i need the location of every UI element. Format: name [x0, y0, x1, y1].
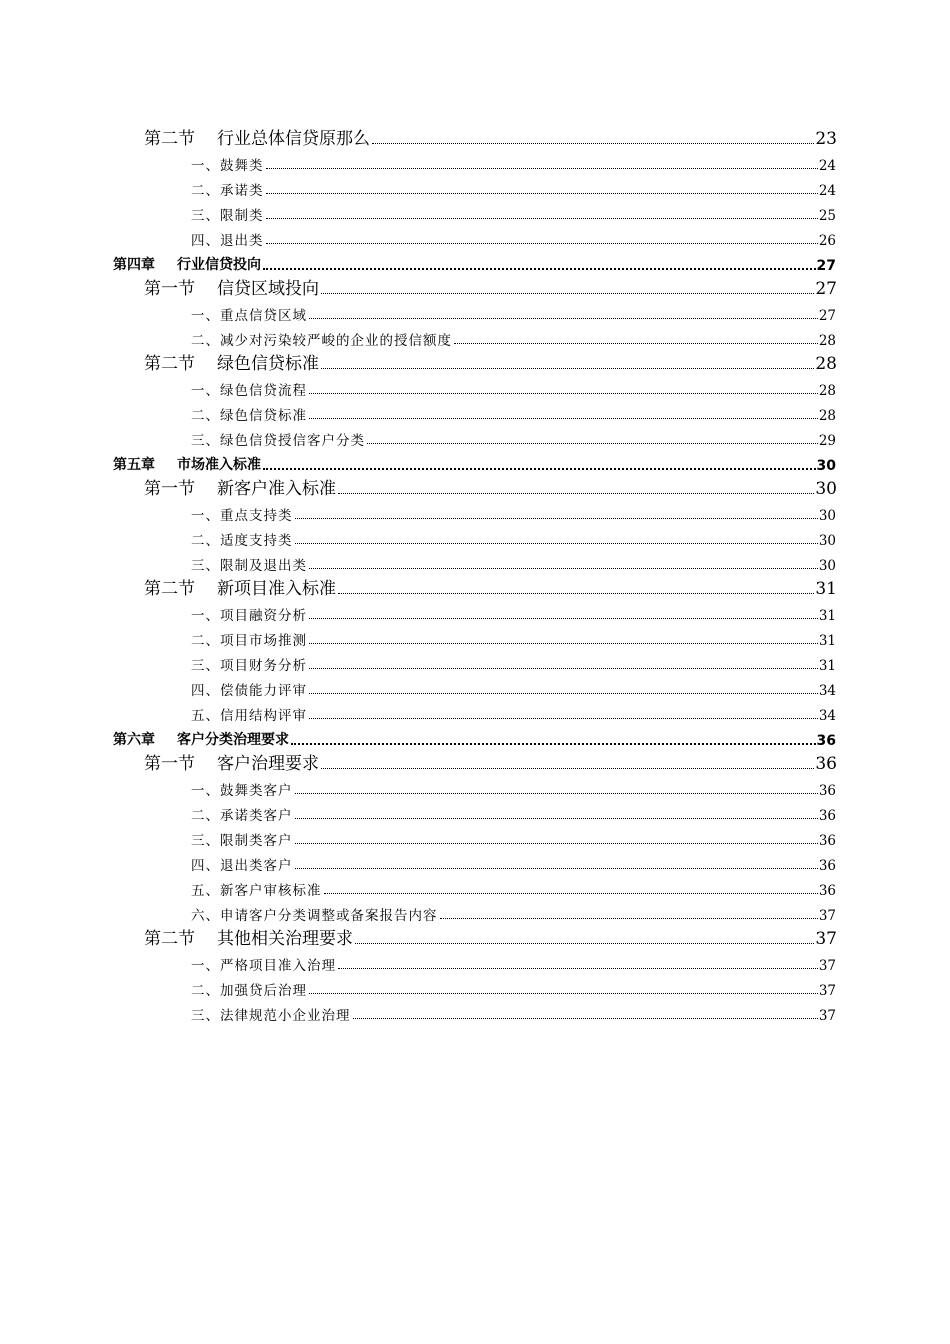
- toc-item-row[interactable]: [191, 399, 836, 424]
- toc-entry-text: 客户分类治理要求: [177, 732, 289, 748]
- dot-leader: [309, 692, 818, 694]
- toc-entry-text: 一、重点支持类: [191, 508, 293, 524]
- toc-entry-number: 第一节: [144, 279, 195, 299]
- toc-section-row[interactable]: [144, 749, 837, 774]
- dot-leader: [309, 417, 818, 419]
- toc-page-number: 27: [816, 258, 836, 274]
- toc-entry-title: [113, 254, 261, 274]
- dot-leader: [309, 617, 818, 619]
- toc-entry-text: 行业信贷投向: [177, 257, 261, 273]
- dot-leader: [266, 167, 818, 169]
- toc-entry-text: 五、信用结构评审: [191, 708, 307, 724]
- dot-leader: [338, 592, 814, 594]
- dot-leader: [309, 567, 818, 569]
- toc-page-number: 37: [818, 908, 836, 924]
- toc-item-row[interactable]: [191, 149, 836, 174]
- toc-page-number: 36: [818, 808, 836, 824]
- toc-entry-number: 第二节: [144, 579, 195, 599]
- toc-entry-title: [191, 504, 293, 524]
- dot-leader: [309, 992, 818, 994]
- dot-leader: [353, 1017, 818, 1019]
- toc-page-number: 34: [818, 683, 836, 699]
- dot-leader: [291, 742, 816, 745]
- toc-entry-number: 第一节: [144, 754, 195, 774]
- toc-entry-text: 四、退出类客户: [191, 858, 293, 874]
- toc-page-number: 34: [818, 708, 836, 724]
- toc-entry-title: [191, 154, 264, 174]
- toc-entry-title: [113, 454, 261, 474]
- toc-item-row[interactable]: [191, 424, 836, 449]
- dot-leader: [321, 767, 814, 769]
- toc-page-number: 31: [818, 608, 836, 624]
- toc-page-number: 24: [818, 183, 836, 199]
- toc-entry-text: 一、绿色信贷流程: [191, 383, 307, 399]
- toc-entry-title: [144, 474, 336, 499]
- toc-page-number: 36: [818, 833, 836, 849]
- dot-leader: [321, 367, 814, 369]
- toc-entry-title: [191, 304, 307, 324]
- toc-page-number: 28: [818, 408, 836, 424]
- toc-entry-text: 四、偿债能力评审: [191, 683, 307, 699]
- toc-entry-text: 一、鼓舞类: [191, 158, 264, 174]
- toc-entry-number: 第二节: [144, 929, 195, 949]
- toc-chapter-row[interactable]: [113, 249, 836, 274]
- toc-entry-text: 新项目准入标准: [217, 579, 336, 599]
- dot-leader: [266, 242, 818, 244]
- dot-leader: [295, 542, 818, 544]
- toc-section-row[interactable]: [144, 924, 837, 949]
- toc-item-row[interactable]: [191, 949, 836, 974]
- toc-page-number: 37: [818, 958, 836, 974]
- toc-entry-title: [191, 529, 293, 549]
- toc-entry-title: [144, 349, 319, 374]
- toc-entry-text: 三、项目财务分析: [191, 658, 307, 674]
- toc-entry-text: 三、绿色信贷授信客户分类: [191, 433, 365, 449]
- dot-leader: [309, 317, 818, 319]
- toc-entry-title: [144, 924, 353, 949]
- toc-page-number: 30: [816, 458, 836, 474]
- toc-item-row[interactable]: [191, 374, 836, 399]
- toc-entry-number: 第四章: [113, 257, 155, 273]
- toc-entry-title: [191, 1004, 351, 1024]
- toc-entry-text: 一、严格项目准入治理: [191, 958, 336, 974]
- dot-leader: [295, 517, 818, 519]
- toc-page-number: 28: [818, 333, 836, 349]
- toc-item-row[interactable]: [191, 299, 836, 324]
- dot-leader: [454, 342, 818, 344]
- toc-item-row[interactable]: [191, 874, 836, 899]
- toc-entry-title: [191, 904, 438, 924]
- toc-chapter-row[interactable]: [113, 724, 836, 749]
- toc-entry-title: [191, 604, 307, 624]
- toc-entry-text: 三、限制类: [191, 208, 264, 224]
- toc-entry-title: [191, 429, 365, 449]
- toc-entry-text: 二、加强贷后治理: [191, 983, 307, 999]
- toc-page-number: 36: [815, 754, 837, 774]
- toc-entry-text: 三、法律规范小企业治理: [191, 1008, 351, 1024]
- toc-entry-title: [191, 404, 307, 424]
- toc-item-row[interactable]: [191, 624, 836, 649]
- toc-item-row[interactable]: [191, 174, 836, 199]
- toc-item-row[interactable]: [191, 599, 836, 624]
- toc-entry-text: 行业总体信贷原那么: [217, 129, 370, 149]
- toc-entry-title: [191, 329, 452, 349]
- toc-section-row[interactable]: [144, 474, 837, 499]
- toc-item-row[interactable]: [191, 674, 836, 699]
- toc-section-row[interactable]: [144, 124, 837, 149]
- toc-entry-number: 第六章: [113, 732, 155, 748]
- toc-item-row[interactable]: [191, 499, 836, 524]
- toc-page-number: 29: [818, 433, 836, 449]
- toc-entry-number: 第五章: [113, 457, 155, 473]
- toc-entry-title: [191, 854, 293, 874]
- toc-entry-title: [191, 954, 336, 974]
- toc-section-row[interactable]: [144, 574, 837, 599]
- toc-entry-title: [191, 979, 307, 999]
- toc-item-row[interactable]: [191, 524, 836, 549]
- toc-item-row[interactable]: [191, 549, 836, 574]
- toc-entry-title: [144, 749, 319, 774]
- table-of-contents: [0, 124, 950, 1024]
- toc-item-row[interactable]: [191, 224, 836, 249]
- toc-page-number: 23: [815, 129, 837, 149]
- toc-entry-text: 二、项目市场推测: [191, 633, 307, 649]
- dot-leader: [295, 867, 818, 869]
- dot-leader: [440, 917, 818, 919]
- toc-section-row[interactable]: [144, 274, 837, 299]
- toc-entry-title: [191, 204, 264, 224]
- toc-page-number: 36: [818, 883, 836, 899]
- toc-entry-text: 客户治理要求: [217, 754, 319, 774]
- toc-page-number: 30: [815, 479, 837, 499]
- toc-entry-text: 信贷区域投向: [217, 279, 319, 299]
- toc-page-number: 25: [818, 208, 836, 224]
- toc-page-number: 31: [818, 633, 836, 649]
- toc-item-row[interactable]: [191, 999, 836, 1024]
- toc-entry-text: 新客户准入标准: [217, 479, 336, 499]
- toc-entry-text: 市场准入标准: [177, 457, 261, 473]
- toc-entry-number: 第二节: [144, 129, 195, 149]
- toc-page-number: 24: [818, 158, 836, 174]
- toc-item-row[interactable]: [191, 649, 836, 674]
- toc-page-number: 28: [818, 383, 836, 399]
- toc-page-number: 36: [818, 858, 836, 874]
- dot-leader: [309, 392, 818, 394]
- dot-leader: [295, 792, 818, 794]
- toc-entry-text: 四、退出类: [191, 233, 264, 249]
- toc-entry-title: [191, 179, 264, 199]
- toc-page-number: 28: [815, 354, 837, 374]
- toc-entry-text: 三、限制及退出类: [191, 558, 307, 574]
- dot-leader: [266, 192, 818, 194]
- toc-entry-text: 六、申请客户分类调整或备案报告内容: [191, 908, 438, 924]
- dot-leader: [321, 292, 814, 294]
- toc-page-number: 37: [818, 983, 836, 999]
- toc-entry-title: [191, 229, 264, 249]
- toc-entry-title: [191, 779, 293, 799]
- toc-page-number: 26: [818, 233, 836, 249]
- toc-entry-text: 二、减少对污染较严峻的企业的授信额度: [191, 333, 452, 349]
- toc-entry-text: 一、项目融资分析: [191, 608, 307, 624]
- toc-page-number: 30: [818, 558, 836, 574]
- toc-entry-text: 三、限制类客户: [191, 833, 293, 849]
- toc-entry-text: 一、重点信贷区域: [191, 308, 307, 324]
- dot-leader: [309, 717, 818, 719]
- toc-item-row[interactable]: [191, 974, 836, 999]
- dot-leader: [309, 667, 818, 669]
- toc-item-row[interactable]: [191, 774, 836, 799]
- toc-entry-text: 一、鼓舞类客户: [191, 783, 293, 799]
- dot-leader: [309, 642, 818, 644]
- toc-item-row[interactable]: [191, 324, 836, 349]
- toc-page-number: 27: [815, 279, 837, 299]
- toc-entry-title: [191, 379, 307, 399]
- dot-leader: [263, 467, 816, 470]
- dot-leader: [372, 142, 814, 144]
- toc-entry-title: [144, 124, 370, 149]
- toc-entry-text: 二、适度支持类: [191, 533, 293, 549]
- toc-item-row[interactable]: [191, 799, 836, 824]
- dot-leader: [355, 942, 814, 944]
- toc-entry-title: [191, 554, 307, 574]
- toc-chapter-row[interactable]: [113, 449, 836, 474]
- toc-entry-number: 第二节: [144, 354, 195, 374]
- dot-leader: [338, 492, 814, 494]
- dot-leader: [367, 442, 818, 444]
- toc-section-row[interactable]: [144, 349, 837, 374]
- toc-entry-title: [144, 274, 319, 299]
- dot-leader: [263, 267, 816, 270]
- toc-item-row[interactable]: [191, 824, 836, 849]
- toc-entry-title: [191, 829, 293, 849]
- toc-entry-title: [144, 574, 336, 599]
- toc-page-number: 37: [818, 1008, 836, 1024]
- toc-page-number: 36: [816, 733, 836, 749]
- toc-entry-text: 二、承诺类: [191, 183, 264, 199]
- toc-item-row[interactable]: [191, 699, 836, 724]
- toc-entry-title: [191, 804, 293, 824]
- toc-item-row[interactable]: [191, 199, 836, 224]
- toc-entry-text: 绿色信贷标准: [217, 354, 319, 374]
- toc-page-number: 36: [818, 783, 836, 799]
- dot-leader: [324, 892, 818, 894]
- toc-item-row[interactable]: [191, 849, 836, 874]
- toc-entry-title: [191, 879, 322, 899]
- toc-page-number: 30: [818, 508, 836, 524]
- toc-entry-text: 其他相关治理要求: [217, 929, 353, 949]
- toc-page-number: 30: [818, 533, 836, 549]
- toc-page-number: 37: [815, 929, 837, 949]
- dot-leader: [266, 217, 818, 219]
- toc-entry-title: [191, 704, 307, 724]
- toc-page-number: 31: [815, 579, 837, 599]
- dot-leader: [295, 817, 818, 819]
- toc-entry-title: [191, 629, 307, 649]
- toc-entry-text: 五、新客户审核标准: [191, 883, 322, 899]
- toc-entry-text: 二、承诺类客户: [191, 808, 293, 824]
- dot-leader: [338, 967, 818, 969]
- toc-entry-title: [113, 729, 289, 749]
- toc-page-number: 31: [818, 658, 836, 674]
- toc-entry-text: 二、绿色信贷标准: [191, 408, 307, 424]
- toc-item-row[interactable]: [191, 899, 836, 924]
- toc-entry-title: [191, 654, 307, 674]
- toc-page-number: 27: [818, 308, 836, 324]
- toc-entry-title: [191, 679, 307, 699]
- dot-leader: [295, 842, 818, 844]
- toc-entry-number: 第一节: [144, 479, 195, 499]
